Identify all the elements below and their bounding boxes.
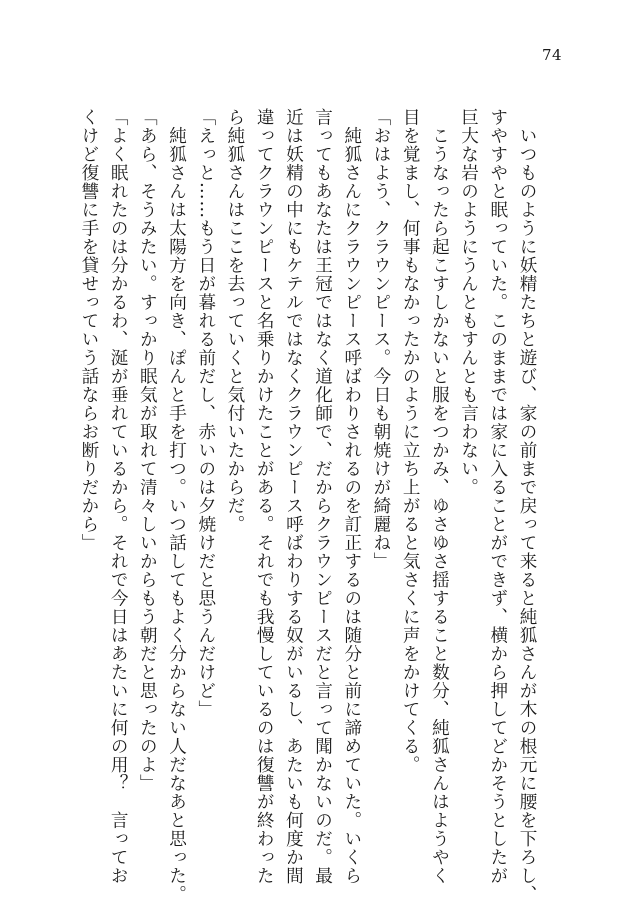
text-line: くけど復讐に手を貸せっていう話ならお断りだから」 <box>78 108 99 552</box>
body-text <box>74 108 541 904</box>
text-line: 純狐さんにクラウンピース呼ばわりされるのを訂正するのは随分と前に諦めていた。いくら <box>341 108 362 885</box>
text-line: 近は妖精の中にもケテルではなくクラウンピース呼ばわりする奴がいるし、あたいも何度か間 <box>283 108 304 885</box>
text-line: 目を覚まし、何事もなかったかのように立ち上がると気さくに声をかけてくる。 <box>400 108 421 774</box>
text-line: 巨大な岩のようにうんともすんとも言わない。 <box>458 108 479 497</box>
text-line: すやすやと眠っていた。このままでは家に入ることができず、横から押してどかそうとしたが <box>487 108 508 885</box>
text-line: 違ってクラウンピースと名乗りかけたことがある。それでも我慢しているのは復讐が終わった <box>254 108 275 885</box>
page-number: 74 <box>542 46 563 64</box>
text-line: 言ってもあなたは王冠ではなく道化師で、だからクラウンピースだと言って聞かないのだ。最 <box>312 108 333 885</box>
text-line: 純狐さんは太陽方を向き、ぽんと手を打つ。いつ話してもよく分からない人だなあと思った。 <box>166 108 187 904</box>
text-line: ら純狐さんはここを去っていくと気付いたからだ。 <box>224 108 245 534</box>
text-line: いつものように妖精たちと遊び、家の前まで戻って来ると純狐さんが木の根元に腰を下ろし、 <box>517 108 537 904</box>
text-line: 「おはよう、クラウンピース。今日も朝焼けが綺麗ね」 <box>370 108 391 571</box>
text-line: 「よく眠れたのは分かるわ、涎が垂れているから。それで今日はあたいに何の用？ 言ってお <box>108 108 129 885</box>
text-line: 「あら、そうみたい。すっかり眠気が取れて清々しいからもう朝だと思ったのよ」 <box>137 108 158 793</box>
text-line: 「えっと……もう日が暮れる前だし、赤いのは夕焼けだと思うんだけど」 <box>195 108 216 719</box>
text-line: こうなったら起こすしかないと服をつかみ、ゆさゆさ揺すること数分、純狐さんはようやく <box>429 108 450 885</box>
